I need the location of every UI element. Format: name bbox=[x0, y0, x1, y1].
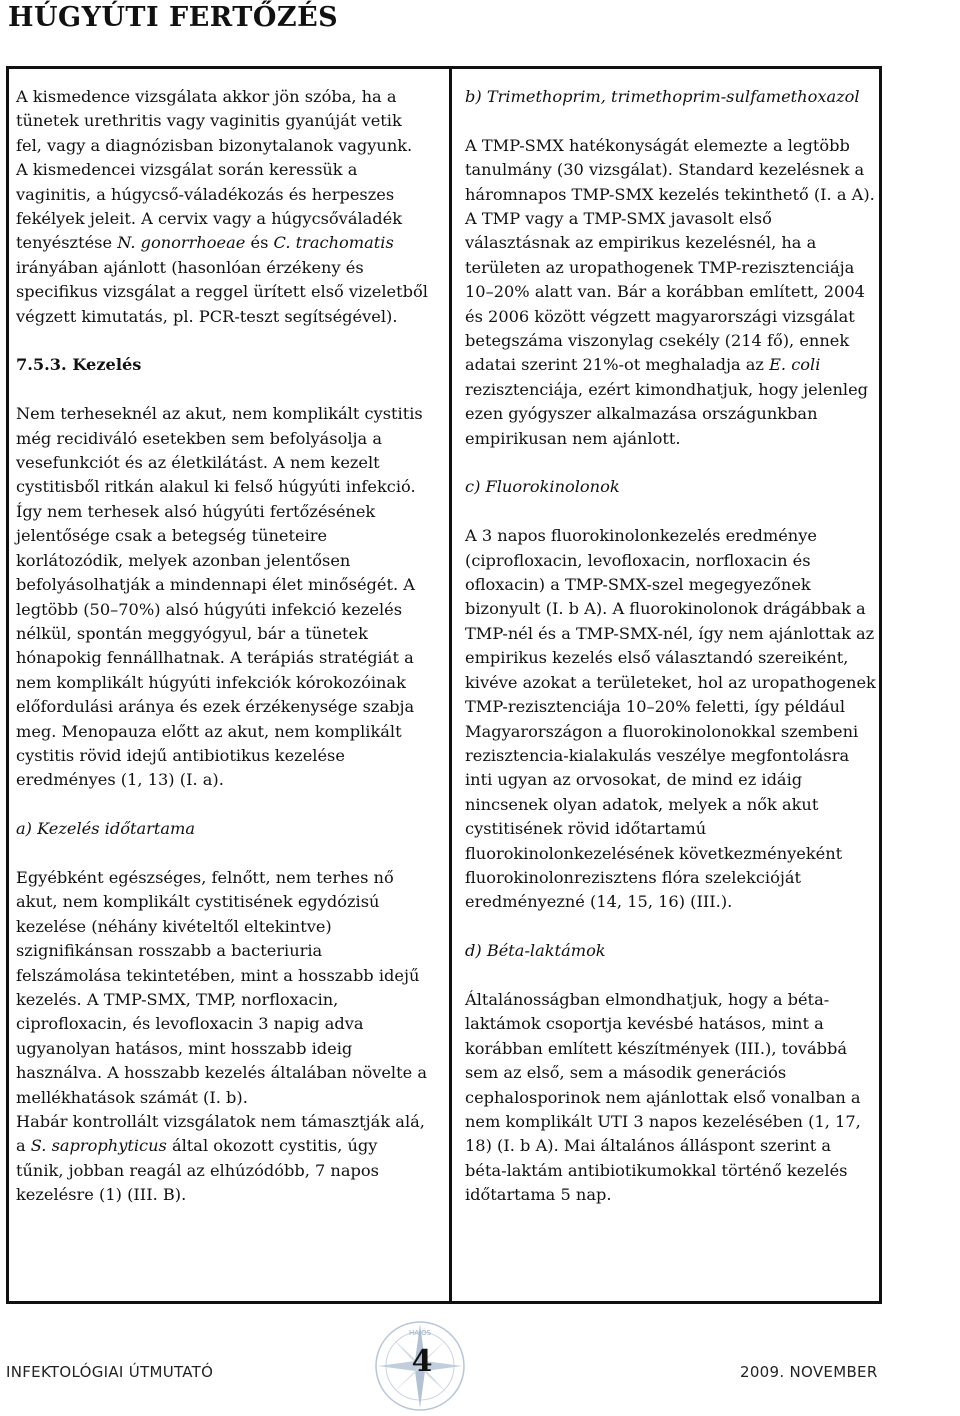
column-divider bbox=[449, 69, 452, 1301]
section-heading-treatment: 7.5.3. Kezelés bbox=[16, 355, 142, 375]
paragraph-tmp-smx bbox=[465, 134, 877, 451]
right-column bbox=[465, 85, 877, 1232]
species-name: E. coli bbox=[769, 355, 821, 375]
species-name: S. saprophyticus bbox=[30, 1136, 167, 1156]
species-name: N. gonorrhoeae bbox=[117, 233, 246, 253]
paragraph-treatment-intro: Nem terheseknél az akut, nem komplikált cystitis még recidiváló esetekben sem befolyásolja a vesefunkciót és az életkilátást. A nem kezelt cystitisből ritkán alakul ki felső húgyúti infekció. Így nem terhesek alsó húgyúti fertőzésének jelentősége csak a betegség tüneteire korlátozódik, melyek azonban jelentősen befolyásolhatják a mindennapi élet minőségét. A legtöbb (50–70%) alsó húgyúti infekció kezelés nélkül, spontán meggyógyul, bár a tünetek hónapokig fennállhatnak. A terápiás stratégiát a nem komplikált húgyúti infekciók kórokozóinak előfordulási aránya és ezek érzékenysége szabja meg. Menopauza előtt az akut, nem komplikált cystitis rövid idejű antibiotikus kezelése eredményes (1, 13) (I. a). bbox=[16, 404, 423, 790]
page-title: HÚGYÚTI FERTŐZÉS bbox=[8, 2, 339, 33]
paragraph-saprophyticus bbox=[16, 1110, 428, 1208]
page-number: 4 bbox=[411, 1344, 433, 1379]
footer-date: 2009. NOVEMBER bbox=[740, 1363, 878, 1381]
subheading-duration: a) Kezelés időtartama bbox=[16, 819, 196, 839]
text-run: Habár kontrollált vizsgálatok nem támasztják alá, a bbox=[16, 1112, 425, 1156]
paragraph-beta-lactams: Általánosságban elmondhatjuk, hogy a béta-laktámok csoportja kevésbé hatásos, mint a korábban említett készítmények (III.), továbbá sem az első, sem a második generációs cephalosporinok nem ajánlottak első vonalban a nem komplikált UTI 3 napos kezelésében (1, 17, 18) (I. b A). Mai általános álláspont szerint a béta-laktám antibiotikumokkal történő kezelés időtartama 5 nap. bbox=[465, 989, 861, 1205]
paragraph-pelvic-exam bbox=[16, 85, 428, 329]
content-frame bbox=[6, 66, 882, 1304]
text-run: A kismedence vizsgálata akkor jön szóba, ha a tünetek urethritis vagy vaginitis gyanúját vetik fel, vagy a diagnózisban bizonytalanok vagyunk. A kismedencei vizsgálat során keressük a vaginitis, a húgycső-váladékozás és herpeszes fekélyek jeleit. A cervix vagy a húgycsőváladék tenyésztése bbox=[16, 87, 413, 253]
subheading-beta-lactams: d) Béta-laktámok bbox=[465, 941, 606, 961]
text-run: A TMP-SMX hatékonyságát elemezte a legtöbb tanulmány (30 vizsgálat). Standard kezelésnek a háromnapos TMP-SMX kezelés tekinthető (I. a A). A TMP vagy a TMP-SMX javasolt első választásnak az empirikus kezelésnél, ha a területen az uropathogenek TMP-rezisztenciája 10–20% alatt van. Bár a korábban említett, 2004 és 2006 között végzett magyarországi vizsgálat betegszáma viszonylag csekély (214 fő), ennek adatai szerint 21%-ot meghaladja az bbox=[465, 135, 875, 375]
text-run: és bbox=[245, 233, 274, 253]
text-run: irányában ajánlott (hasonlóan érzékeny és specifikus vizsgálat a reggel ürített első vizeletből végzett kimutatás, pl. PCR-teszt segítségével). bbox=[16, 257, 428, 326]
species-name: C. trachomatis bbox=[273, 233, 394, 253]
left-column bbox=[16, 85, 428, 1232]
text-run: által okozott cystitis, úgy tűnik, jobban reagál az elhúzódóbb, 7 napos kezelésre (1) (III. B). bbox=[16, 1136, 379, 1205]
paragraph-duration: Egyébként egészséges, felnőtt, nem terhes nő akut, nem komplikált cystitisének egydózisú kezelése (néhány kivételtől eltekintve) szignifikánsan rosszabb a bacteriuria felszámolása tekintetében, mint a hosszabb idejű kezelés. A TMP-SMX, TMP, norfloxacin, ciprofloxacin, és levofloxacin 3 napig adva ugyanolyan hatásos, mint hosszabb ideig használva. A hosszabb kezelés általában növelte a mellékhatások számát (I. b). bbox=[16, 867, 427, 1107]
subheading-fluoroquinolones: c) Fluorokinolonok bbox=[465, 477, 620, 497]
text-run: rezisztenciája, ezért kimondhatjuk, hogy jelenleg ezen gyógyszer alkalmazása országunkban empirikusan nem ajánlott. bbox=[465, 379, 869, 448]
paragraph-fluoroquinolones: A 3 napos fluorokinolonkezelés eredménye (ciprofloxacin, levofloxacin, norfloxacin és ofloxacin) a TMP-SMX-szel megegyezőnek bizonyult (I. b A). A fluorokinolonok drágábbak a TMP-nél és a TMP-SMX-nél, így nem ajánlottak az empirikus kezelés első választandó szereiként, kivéve azokat a területeket, hol az uropathogenek TMP-rezisztenciája 10–20% feletti, így például Magyarországon a fluorokinolonokkal szembeni rezisztencia-kialakulás veszélye megfontolásra inti ugyan az orvosokat, de mind ez idáig nincsenek olyan adatok, melyek a nők akut cystitisének rövid időtartamú fluorokinolonkezelésének következményeként fluorokinolonrezisztens flóra szelekcióját eredményezné (14, 15, 16) (III.). bbox=[465, 526, 876, 912]
subheading-trimethoprim: b) Trimethoprim, trimethoprim-sulfamethoxazol bbox=[465, 87, 860, 106]
logo-text: HAJÓS bbox=[408, 1329, 432, 1337]
footer-publication: INFEKTOLÓGIAI ÚTMUTATÓ bbox=[6, 1363, 214, 1381]
